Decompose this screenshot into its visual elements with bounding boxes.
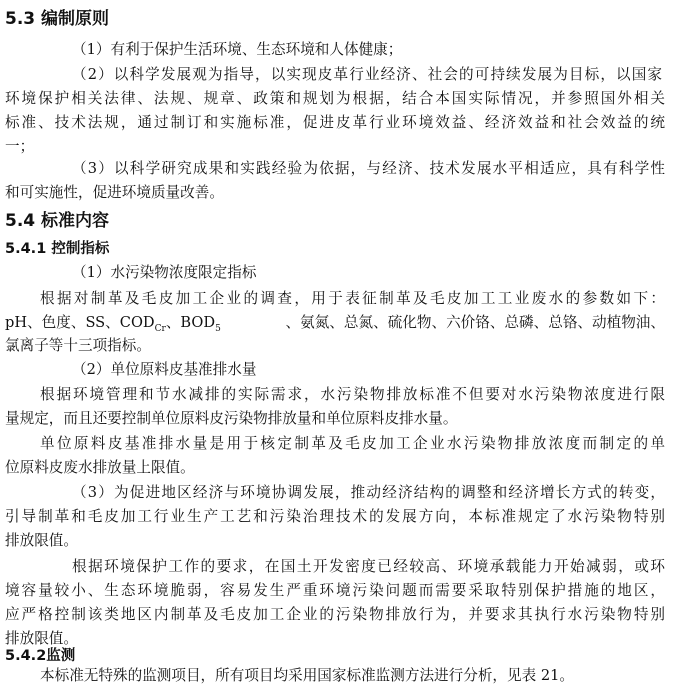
- section-5-4-1-heading: 5.4.1 控制指标: [5, 241, 110, 257]
- paragraph-line: 环境保护相关法律、法规、规章、政策和规划为根据，结合本国实际情况，并参照国外相关: [5, 90, 665, 107]
- parameter-list-part: pH、色度、SS、$COD_{Cr}$、$BOD_5$: [5, 314, 221, 334]
- paragraph-line: 位原料皮废水排放量上限值。: [5, 459, 195, 476]
- paragraph-line: 引导制革和毛皮加工行业生产工艺和污染治理技术的发展方向，本标准规定了水污染物特别: [5, 508, 665, 525]
- paragraph-line: （3）为促进地区经济与环境协调发展，推动经济结构的调整和经济增长方式的转变，: [72, 484, 665, 501]
- paragraph-line: 氯离子等十三项指标。: [5, 337, 151, 354]
- paragraph-line: 一；: [5, 138, 35, 155]
- paragraph-line: （1）水污染物浓度限定指标: [72, 264, 257, 281]
- subscript-cr: Cr: [154, 323, 166, 334]
- paragraph-line: 和可实施性，促进环境质量改善。: [5, 184, 224, 201]
- paragraph-line: 排放限值。: [5, 532, 78, 549]
- paragraph-line: 应严格控制该类地区内制革及毛皮加工企业的污染物排放行为，并要求其执行水污染物特别: [5, 606, 665, 623]
- paragraph-line: 单位原料皮基准排水量是用于核定制革及毛皮加工企业水污染物排放浓度而制定的单: [40, 435, 665, 452]
- paragraph-line: 本标准无特殊的监测项目，所有项目均采用国家标准监测方法进行分析，见表 21。: [40, 667, 574, 684]
- section-5-3-heading: 5.3 编制原则: [5, 9, 110, 29]
- paragraph-line: （1）有利于保护生活环境、生态环境和人体健康；: [72, 41, 403, 58]
- paragraph-line: 排放限值。: [5, 630, 78, 647]
- paragraph-line: （2）以科学发展观为指导，以实现皮革行业经济、社会的可持续发展为目标，以国家: [72, 66, 662, 83]
- subscript-5: 5: [215, 323, 221, 334]
- section-5-4-heading: 5.4 标准内容: [5, 211, 110, 231]
- parameter-list-line: [5, 312, 665, 334]
- paragraph-line: 标准、技术法规，通过制订和实施标准，促进皮革行业环境效益、经济效益和社会效益的统: [5, 114, 665, 131]
- paragraph-line: 根据环境管理和节水减排的实际需求，水污染物排放标准不但要对水污染物浓度进行限: [40, 386, 665, 403]
- paragraph-line: 境容量较小、生态环境脆弱，容易发生严重环境污染问题而需要采取特别保护措施的地区，: [5, 582, 665, 599]
- paragraph-line: （3）以科学研究成果和实践经验为依据，与经济、技术发展水平相适应，具有科学性: [72, 160, 665, 177]
- paragraph-line: 量规定，而且还要控制单位原料皮污染物排放量和单位原料皮排水量。: [5, 410, 458, 427]
- paragraph-line: 根据对制革及毛皮加工企业的调查，用于表征制革及毛皮加工工业废水的参数如下：: [40, 290, 665, 307]
- parameter-list-rest: 、氨氮、总氮、硫化物、六价铬、总磷、总铬、动植物油、: [285, 314, 665, 331]
- paragraph-line: 根据环境保护工作的要求，在国土开发密度已经较高、环境承载能力开始减弱，或环: [72, 558, 665, 575]
- paragraph-line: （2）单位原料皮基准排水量: [72, 361, 257, 378]
- section-5-4-2-heading: 5.4.2监测: [5, 648, 76, 664]
